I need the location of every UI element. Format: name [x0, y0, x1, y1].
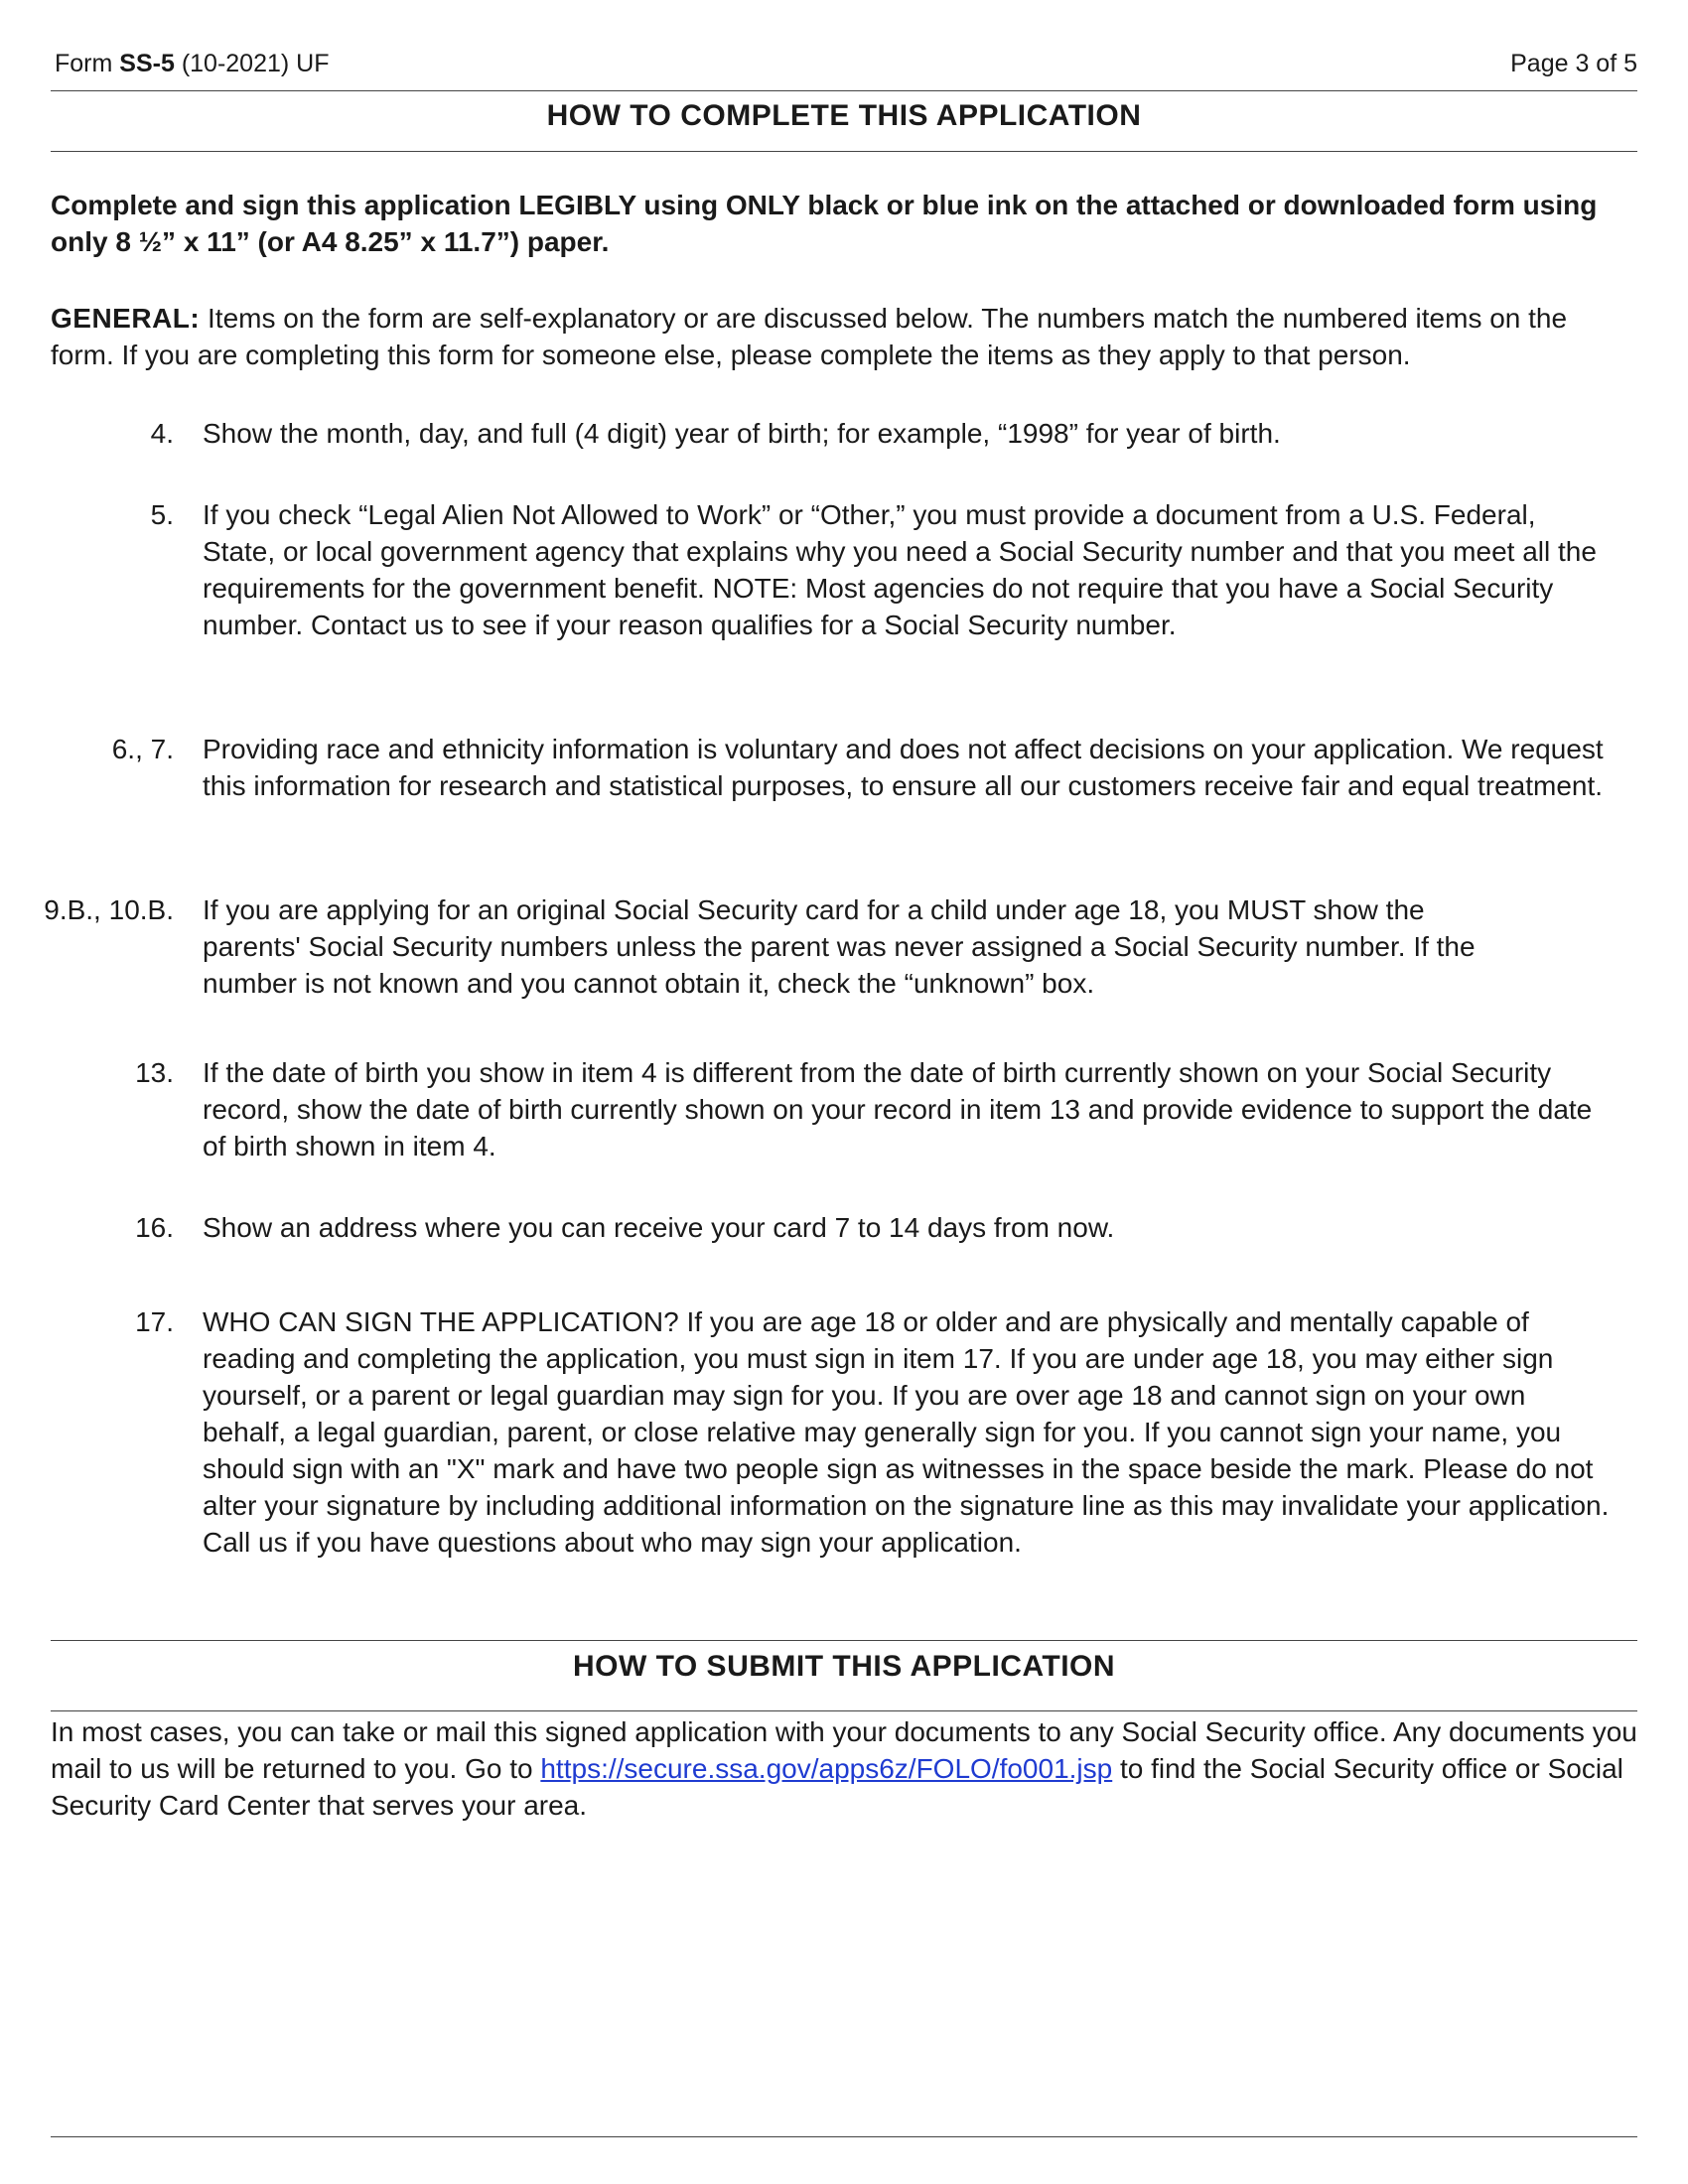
- page-header: [51, 48, 1637, 87]
- submit-text-after: to find the Social Security office or Social Security Card Center that serves your area.: [51, 1753, 1623, 1821]
- form-id: [55, 48, 330, 79]
- item-text: Show the month, day, and full (4 digit) year of birth; for example, “1998” for year of birth.: [203, 418, 1281, 449]
- item-number: 5.: [150, 499, 174, 530]
- item-number: 17.: [135, 1306, 174, 1337]
- item-text: Providing race and ethnicity information is voluntary and does not affect decisions on your application. We request this information for research and statistical purposes, to ensure all our customers receive fair and equal treatment.: [203, 734, 1604, 801]
- item-number: 6., 7.: [111, 734, 174, 764]
- item-number: 16.: [135, 1212, 174, 1243]
- form-prefix: Form: [55, 50, 120, 77]
- page-number: Page 3 of 5: [1510, 50, 1637, 77]
- item-text: Show an address where you can receive your card 7 to 14 days from now.: [203, 1212, 1115, 1243]
- submit-top-divider: [51, 1640, 1637, 1641]
- form-version: (10-2021) UF: [174, 50, 330, 77]
- general-label: GENERAL:: [51, 303, 201, 334]
- submit-section-title: HOW TO SUBMIT THIS APPLICATION: [572, 1650, 1116, 1683]
- general-paragraph: [51, 300, 1637, 373]
- submit-title-divider: [51, 1710, 1637, 1711]
- submit-paragraph: [51, 1713, 1637, 1824]
- item-text: WHO CAN SIGN THE APPLICATION? If you are age 18 or older and are physically and mentally capable of reading and completing the application, you must sign in item 17. If you are under age 18, you may either sign yourself, or a parent or legal guardian may sign for you. If you are over age 18 and cannot sign on your own behalf, a legal guardian, parent, or close relative may generally sign for you. If you cannot sign your name, you should sign with an "X" mark and have two people sign as witnesses in the space beside the mark. Please do not alter your signature by including additional information on the signature line as this may invalidate your application. Call us if you have questions about who may sign your application.: [203, 1306, 1610, 1558]
- form-code: SS-5: [119, 50, 175, 77]
- item-number: 13.: [135, 1057, 174, 1088]
- header-divider: [51, 90, 1637, 91]
- general-text: Items on the form are self-explanatory or are discussed below. The numbers match the numbered items on the form. If you are completing this form for someone else, please complete the items as they apply to that person.: [51, 303, 1568, 370]
- complete-title-divider: [51, 151, 1637, 152]
- item-text: If you are applying for an original Social Security card for a child under age 18, you MUST show the parents' Social Security numbers unless the parent was never assigned a Social Security number. If the number is not known and you cannot obtain it, check the “unknown” box.: [203, 894, 1476, 999]
- item-text: If the date of birth you show in item 4 is different from the date of birth currently shown on your Social Security record, show the date of birth currently shown on your record in item 13 and provide evidence to support the date of birth shown in item 4.: [203, 1057, 1593, 1161]
- office-locator-link[interactable]: https://secure.ssa.gov/apps6z/FOLO/fo001.jsp: [540, 1753, 1113, 1784]
- complete-lead-instruction: Complete and sign this application LEGIBLY using ONLY black or blue ink on the attached or downloaded form using only 8 ½” x 11” (or A4 8.25” x 11.7”) paper.: [51, 190, 1598, 257]
- item-number: 4.: [150, 418, 174, 449]
- item-text: If you check “Legal Alien Not Allowed to Work” or “Other,” you must provide a document from a U.S. Federal, State, or local government agency that explains why you need a Social Security number and that you meet all the requirements for the government benefit. NOTE: Most agencies do not require that you have a Social Security number. Contact us to see if your reason qualifies for a Social Security number.: [203, 499, 1597, 640]
- submit-text-before: In most cases, you can take or mail this signed application with your documents to any Social Security office. Any documents you mail to us will be returned to you. Go to: [51, 1716, 1637, 1784]
- item-number: 9.B., 10.B.: [44, 894, 174, 925]
- complete-section-title: HOW TO COMPLETE THIS APPLICATION: [546, 99, 1142, 132]
- footer-divider: [51, 2136, 1637, 2137]
